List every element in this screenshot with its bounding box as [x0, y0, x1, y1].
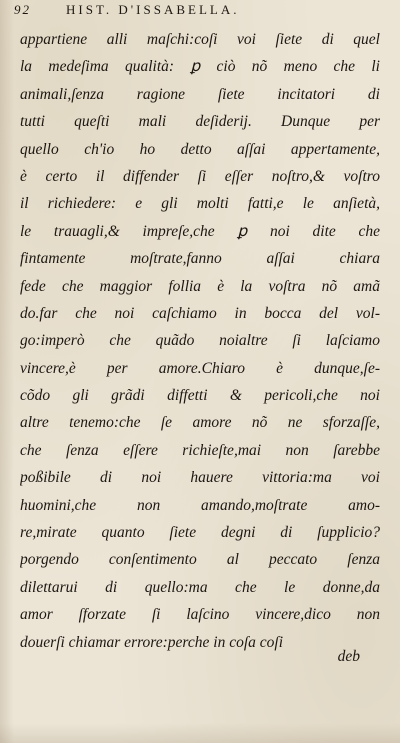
text-line: le trauagli,& impreſe,che ꝑ noi dite che	[20, 222, 380, 240]
text-line: fintamente moſtrate,fanno aſſai chiara	[20, 250, 380, 268]
page-number: 92	[14, 2, 31, 17]
text-line: vincere,è per amore.Chiaro è dunque,ſe-	[20, 359, 380, 377]
text-line: re,mirate quanto ſiete degni di ſupplicio?	[20, 524, 380, 542]
body-text	[20, 26, 380, 656]
text-line: animali,ſenza ragione ſiete incitatori di	[20, 85, 380, 103]
text-line: fede che maggior follia è la voſtra nõ amã	[20, 277, 380, 295]
text-line: altre tenemo:che ſe amore nõ ne sforzaſſe,	[20, 414, 380, 432]
page-header	[14, 2, 380, 22]
page-edge-shadow	[0, 723, 400, 743]
text-line: che ſenza eſſere richieſte,mai non ſarebbe	[20, 441, 380, 459]
text-line: è certo il diffender ſi eſſer noſtro,& voſtro	[20, 167, 380, 185]
text-line: huomini,che non amando,moſtrate amo-	[20, 496, 380, 514]
text-line: douerſi chiamar errore:perche in coſa coſi	[20, 633, 284, 651]
text-line: dilettarui di quello:ma che le donne,da	[20, 578, 380, 596]
text-line: la medeſima qualità: ꝑ ciò nõ meno che li	[20, 58, 380, 76]
text-line: do.far che noi caſchiamo in bocca del vol-	[20, 304, 380, 322]
text-line: il richiedere: e gli molti fatti,e le anſietà,	[20, 195, 380, 213]
running-head: HIST. D'ISSABELLA.	[66, 2, 240, 17]
text-line: poßibile di noi hauere vittoria:ma voi	[20, 469, 380, 487]
text-line: amor ſforzate ſi laſcino vincere,dico non	[20, 606, 380, 624]
text-line: cõdo gli grãdi diffetti & pericoli,che noi	[20, 387, 380, 405]
text-line: appartiene alli maſchi:coſi voi ſiete di quel	[20, 31, 380, 48]
text-line: porgendo conſentimento al peccato ſenza	[20, 551, 380, 569]
text-line: tutti queſti mali deſiderij. Dunque per	[20, 113, 380, 131]
text-line: quello ch'io ho detto aſſai appertamente,	[20, 140, 380, 158]
catchword: deb	[337, 648, 360, 665]
text-line: go:imperò che quãdo noialtre ſi laſciamo	[20, 332, 380, 350]
